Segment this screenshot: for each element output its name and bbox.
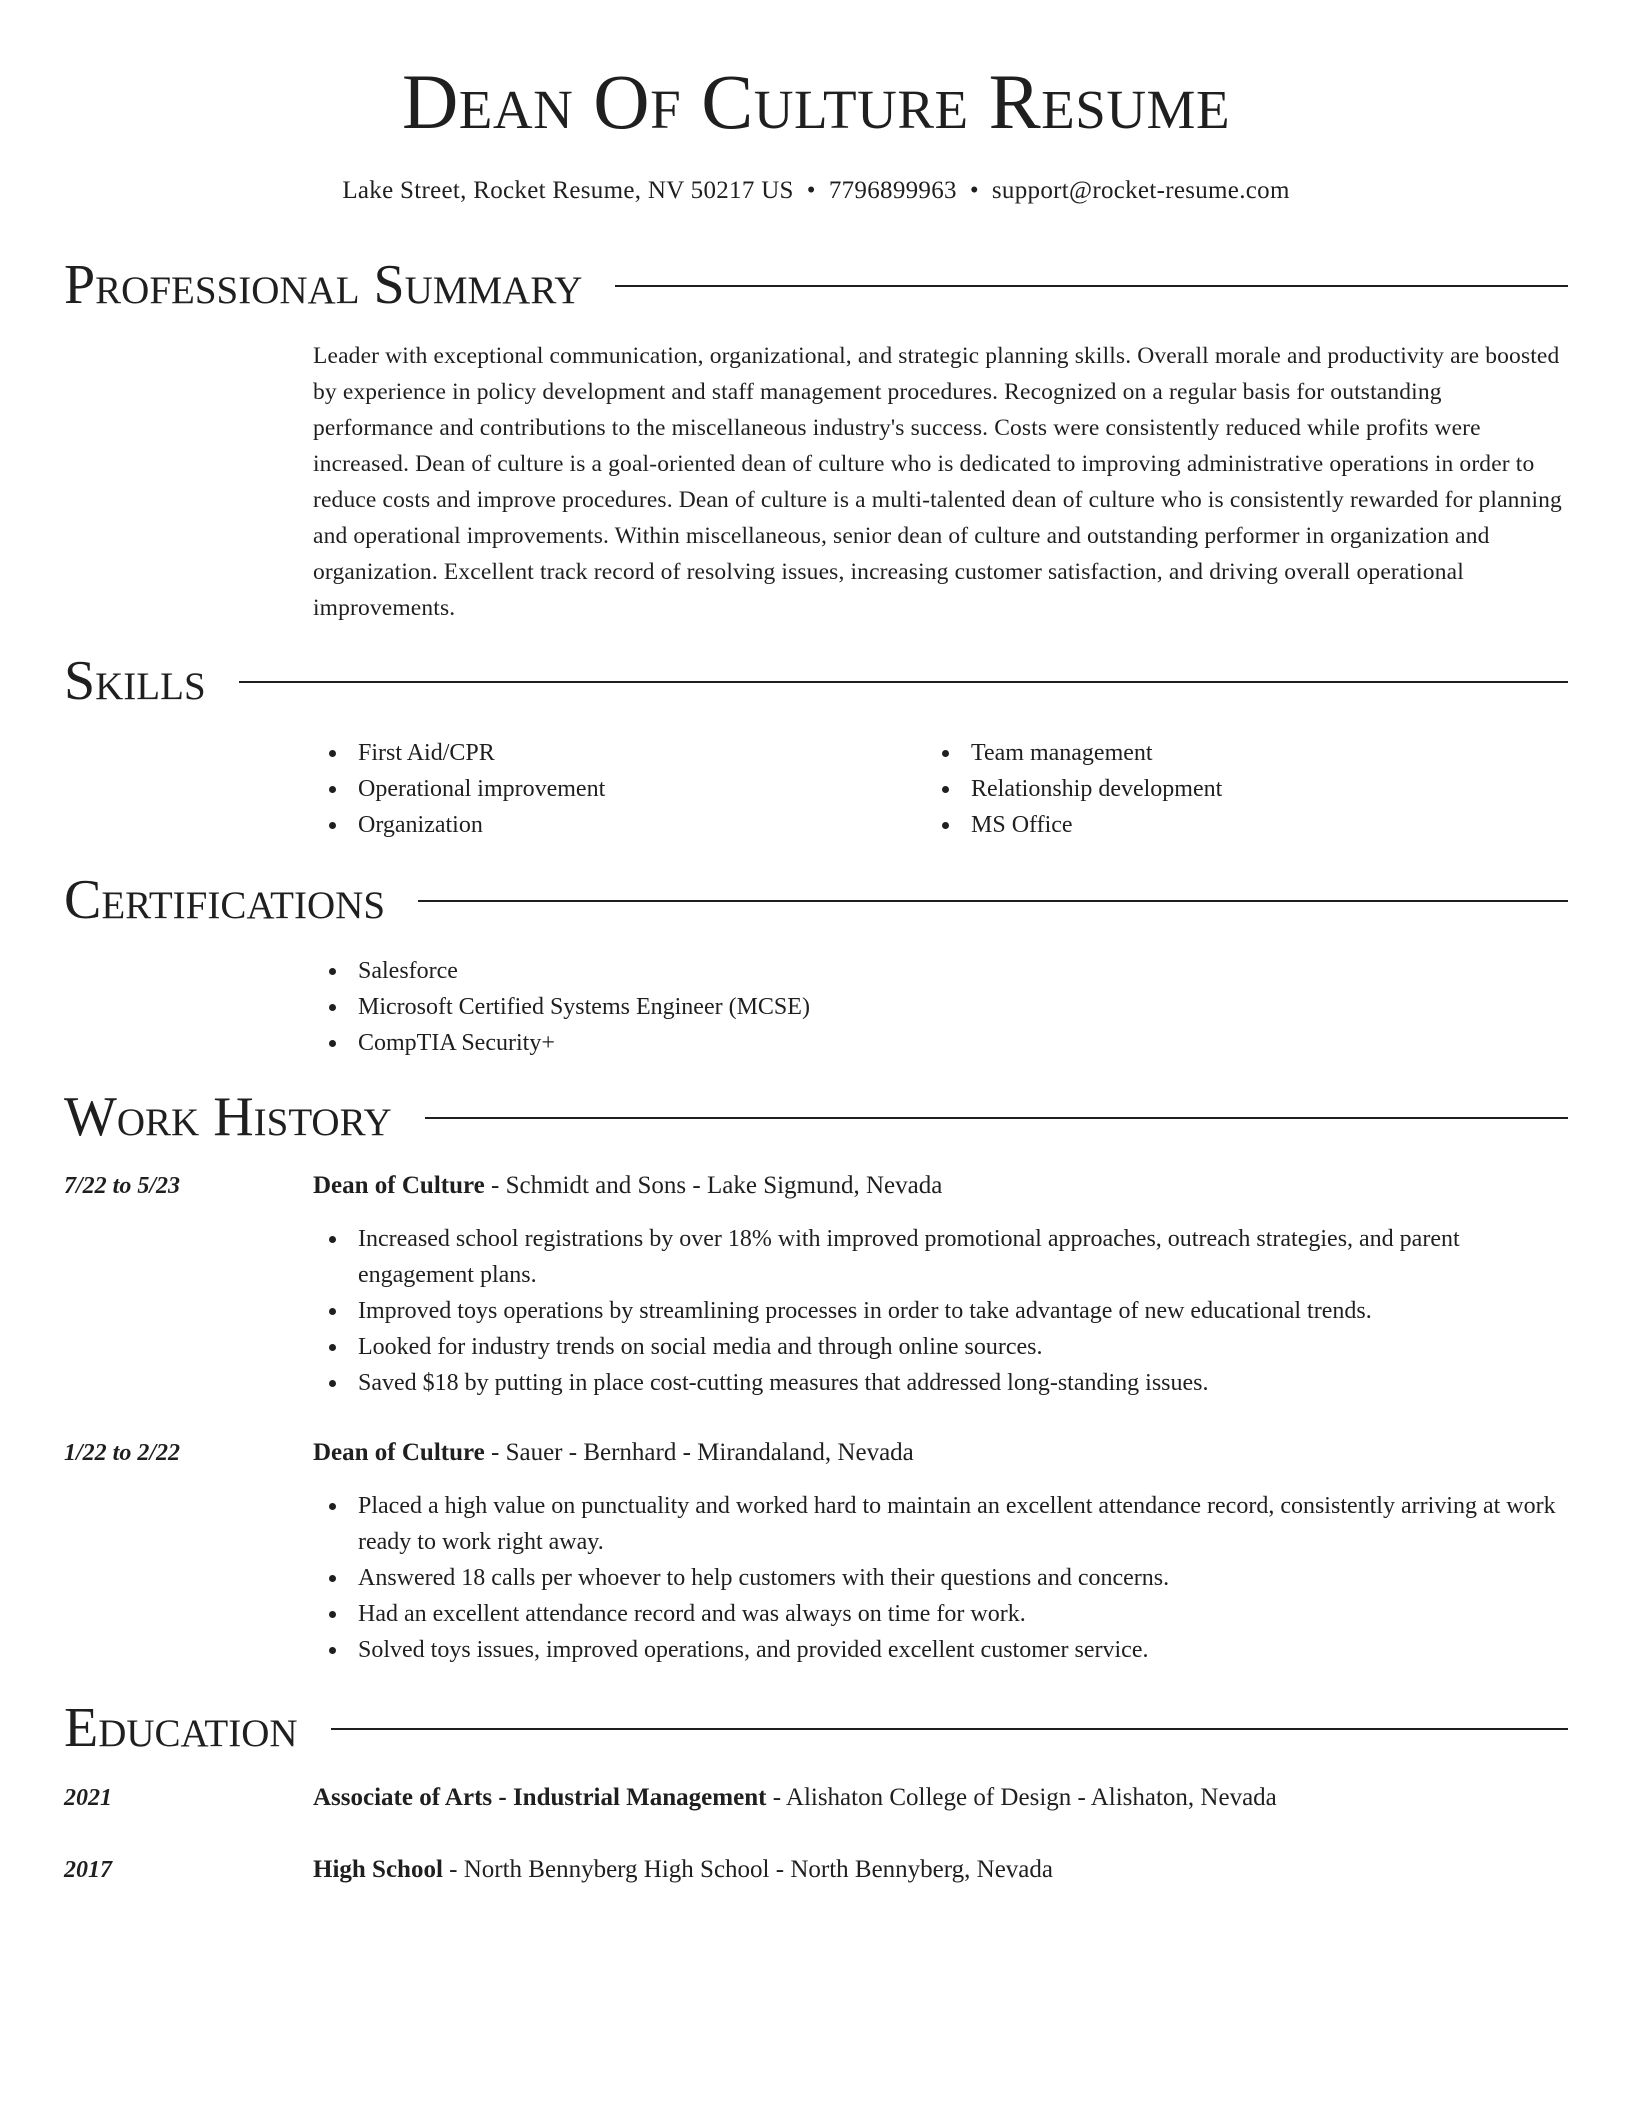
skill-item: Team management xyxy=(926,735,1486,771)
certifications-section-title: Certifications xyxy=(64,869,386,931)
work-section-header xyxy=(64,1082,1568,1152)
education-school: - North Bennyberg High School - North Bennyberg, Nevada xyxy=(442,1856,1053,1883)
education-section-title: Education xyxy=(64,1697,298,1759)
education-year: 2017 xyxy=(64,1857,112,1883)
job-role: Dean of Culture xyxy=(313,1439,485,1466)
certifications-section-header xyxy=(64,865,1568,935)
skill-item: Operational improvement xyxy=(313,771,873,807)
section-divider xyxy=(239,681,1568,683)
job-bullet: Had an excellent attendance record and was always on time for work. xyxy=(313,1596,1573,1632)
skill-item: Relationship development xyxy=(926,771,1486,807)
skills-section-header xyxy=(64,646,1568,716)
job-bullets xyxy=(313,1488,1573,1668)
section-divider xyxy=(615,285,1568,287)
certification-item: Microsoft Certified Systems Engineer (MCSE) xyxy=(313,989,1213,1025)
education-section-header xyxy=(64,1693,1568,1763)
certification-item: Salesforce xyxy=(313,953,1213,989)
job-dates: 1/22 to 2/22 xyxy=(64,1440,181,1466)
job-bullet: Improved toys operations by streamlining processes in order to take advantage of new educational trends. xyxy=(313,1293,1573,1329)
education-line xyxy=(313,1852,1053,1888)
job-bullet: Saved $18 by putting in place cost-cutting measures that addressed long-standing issues. xyxy=(313,1365,1573,1401)
job-bullet: Increased school registrations by over 18% with improved promotional approaches, outreach strategies, and parent engagement plans. xyxy=(313,1221,1573,1293)
resume-title: Dean Of Culture Resume xyxy=(401,58,1231,145)
education-school: - Alishaton College of Design - Alishaton, Nevada xyxy=(766,1784,1277,1811)
summary-section-header xyxy=(64,250,1568,320)
job-employer: - Sauer - Bernhard - Mirandaland, Nevada xyxy=(484,1439,914,1466)
skill-item: MS Office xyxy=(926,807,1486,843)
certification-item: CompTIA Security+ xyxy=(313,1025,1213,1061)
education-year: 2021 xyxy=(64,1785,112,1811)
skills-section-title: Skills xyxy=(64,650,206,712)
contact-phone: 7796899963 xyxy=(828,177,957,204)
skill-item: Organization xyxy=(313,807,873,843)
skill-item: First Aid/CPR xyxy=(313,735,873,771)
skills-left-column xyxy=(313,735,873,843)
job-bullet: Answered 18 calls per whoever to help customers with their questions and concerns. xyxy=(313,1560,1573,1596)
education-degree: Associate of Arts - Industrial Management xyxy=(313,1784,767,1811)
job-title-line xyxy=(313,1435,914,1471)
summary-text: Leader with exceptional communication, organizational, and strategic planning skills. Overall morale and productivity are boosted by experience in policy development and staff management procedures. Recognized on a regular basis for outstanding performance and contributions to the miscellaneous industry's success. Costs were consistently reduced while profits were increased. Dean of culture is a goal-oriented dean of culture who is dedicated to improving administrative operations in order to reduce costs and improve procedures. Dean of culture is a multi-talented dean of culture who is consistently rewarded for planning and operational improvements. Within miscellaneous, senior dean of culture and outstanding performer in organization and organization. Excellent track record of resolving issues, increasing customer satisfaction, and driving overall operational improvements. xyxy=(313,343,1562,621)
contact-address: Lake Street, Rocket Resume, NV 50217 US xyxy=(342,177,794,204)
education-degree: High School xyxy=(313,1856,443,1883)
contact-separator: • xyxy=(806,177,816,204)
job-title-line xyxy=(313,1168,942,1204)
certifications-list xyxy=(313,953,1213,1061)
job-employer: - Schmidt and Sons - Lake Sigmund, Nevada xyxy=(484,1172,943,1199)
summary-section-title: Professional Summary xyxy=(64,254,583,316)
section-divider xyxy=(425,1117,1568,1119)
job-role: Dean of Culture xyxy=(313,1172,485,1199)
section-divider xyxy=(418,900,1568,902)
job-dates: 7/22 to 5/23 xyxy=(64,1173,181,1199)
job-bullet: Solved toys issues, improved operations, and provided excellent customer service. xyxy=(313,1632,1573,1668)
contact-email: support@rocket-resume.com xyxy=(991,177,1290,204)
work-section-title: Work History xyxy=(64,1086,392,1148)
contact-line xyxy=(0,174,1632,208)
job-bullet: Looked for industry trends on social media and through online sources. xyxy=(313,1329,1573,1365)
job-bullet: Placed a high value on punctuality and worked hard to maintain an excellent attendance record, consistently arriving at work ready to work right away. xyxy=(313,1488,1573,1560)
skills-right-column xyxy=(926,735,1486,843)
section-divider xyxy=(331,1728,1568,1730)
job-bullets xyxy=(313,1221,1573,1401)
contact-separator: • xyxy=(969,177,979,204)
education-line xyxy=(313,1780,1277,1816)
